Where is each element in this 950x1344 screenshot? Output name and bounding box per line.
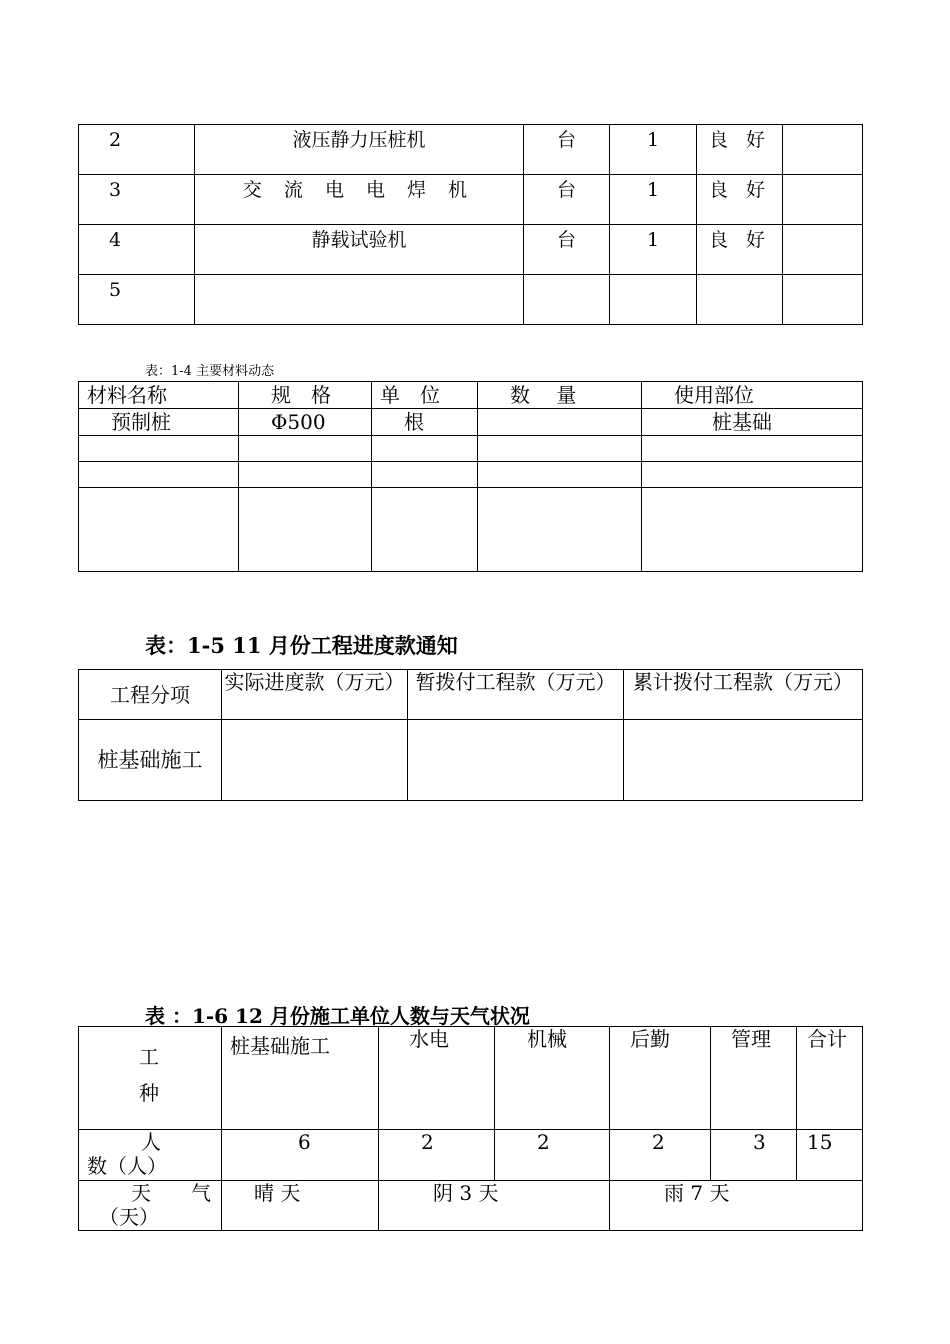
header-cell: 实际进度款（万元） [222,670,408,720]
table-cell [239,462,372,488]
table-cell [624,720,863,801]
table-row [79,125,863,175]
table-cell [478,462,642,488]
header-cell: 规 格 [239,382,372,409]
table-cell [478,436,642,462]
row-label [79,1130,222,1181]
staff-weather-table [78,1026,863,1231]
header-cell: 累计拨付工程款（万元） [624,670,863,720]
equipment-status [697,275,783,325]
table-cell [79,462,239,488]
header-cell: 单 位 [372,382,478,409]
equipment-qty: 1 [610,175,697,225]
table-cell [79,488,239,572]
row-label-line: 工 [139,1045,159,1069]
count-cell: 15 [797,1130,863,1181]
table-row [79,275,863,325]
table-row [79,436,863,462]
table-row [79,1027,863,1130]
equipment-name: 交 流 电 电 焊 机 [195,175,524,225]
table-row [79,1130,863,1181]
count-cell: 2 [379,1130,495,1181]
type-cell: 桩基础施工 [222,1027,379,1130]
type-cell: 水电 [379,1027,495,1130]
table-caption: 表：1-4 主要材料动态 [145,364,275,379]
materials-table [78,381,863,572]
table-cell [239,488,372,572]
table-cell [642,488,863,572]
count-cell: 2 [610,1130,711,1181]
table-row [79,225,863,275]
equipment-unit: 台 [524,175,610,225]
table-cell: 桩基础施工 [79,720,222,801]
row-number: 2 [79,125,195,175]
equipment-status: 良 好 [697,125,783,175]
table-header-row [79,670,863,720]
table-row [79,175,863,225]
equipment-qty [610,275,697,325]
table-row [79,462,863,488]
type-cell: 机械 [495,1027,610,1130]
row-number: 4 [79,225,195,275]
equipment-qty: 1 [610,125,697,175]
header-cell: 使用部位 [642,382,863,409]
header-cell: 暂拨付工程款（万元） [408,670,624,720]
equipment-name: 静载试验机 [195,225,524,275]
weather-cell: 阴 3 天 [379,1181,610,1231]
table-cell [478,488,642,572]
equipment-status: 良 好 [697,225,783,275]
type-cell: 后勤 [610,1027,711,1130]
row-label-line: 数（人） [87,1154,167,1178]
table-cell [408,720,624,801]
table-cell [372,436,478,462]
payment-table [78,669,863,801]
equipment-unit: 台 [524,125,610,175]
equipment-table [78,124,863,325]
table-row [79,1181,863,1231]
equipment-unit [524,275,610,325]
count-cell: 6 [222,1130,379,1181]
header-cell: 材料名称 [79,382,239,409]
row-label-line: （天） [99,1205,159,1229]
table-cell: 预制桩 [79,409,239,436]
equipment-name: 液压静力压桩机 [195,125,524,175]
equipment-extra [783,275,863,325]
table-caption: 表 ：1-6 12 月份施工单位人数与天气状况 [145,1004,530,1028]
table-cell [79,436,239,462]
weather-cell: 雨 7 天 [610,1181,863,1231]
row-label [79,1027,222,1130]
table-cell: 根 [372,409,478,436]
row-number: 3 [79,175,195,225]
header-cell: 工程分项 [79,670,222,720]
table-cell [642,462,863,488]
equipment-qty: 1 [610,225,697,275]
table-cell: Φ500 [239,409,372,436]
type-cell: 合计 [797,1027,863,1130]
row-label [79,1181,222,1231]
table-cell [372,462,478,488]
table-cell [239,436,372,462]
row-label-line: 人 [141,1130,161,1154]
equipment-name [195,275,524,325]
weather-cell: 晴 天 [222,1181,379,1231]
table-cell [372,488,478,572]
equipment-extra [783,125,863,175]
table-row [79,720,863,801]
row-number: 5 [79,275,195,325]
table-cell [222,720,408,801]
equipment-status: 良 好 [697,175,783,225]
table-cell [642,436,863,462]
equipment-extra [783,225,863,275]
row-label-line: 种 [139,1081,159,1105]
table-row [79,488,863,572]
table-row [79,409,863,436]
table-caption: 表：1-5 11 月份工程进度款通知 [145,633,458,658]
table-header-row [79,382,863,409]
equipment-extra [783,175,863,225]
row-label-line: 天 气 [131,1181,211,1205]
type-cell: 管理 [711,1027,797,1130]
table-cell: 桩基础 [642,409,863,436]
count-cell: 3 [711,1130,797,1181]
header-cell: 数 量 [478,382,642,409]
count-cell: 2 [495,1130,610,1181]
table-cell [478,409,642,436]
equipment-unit: 台 [524,225,610,275]
